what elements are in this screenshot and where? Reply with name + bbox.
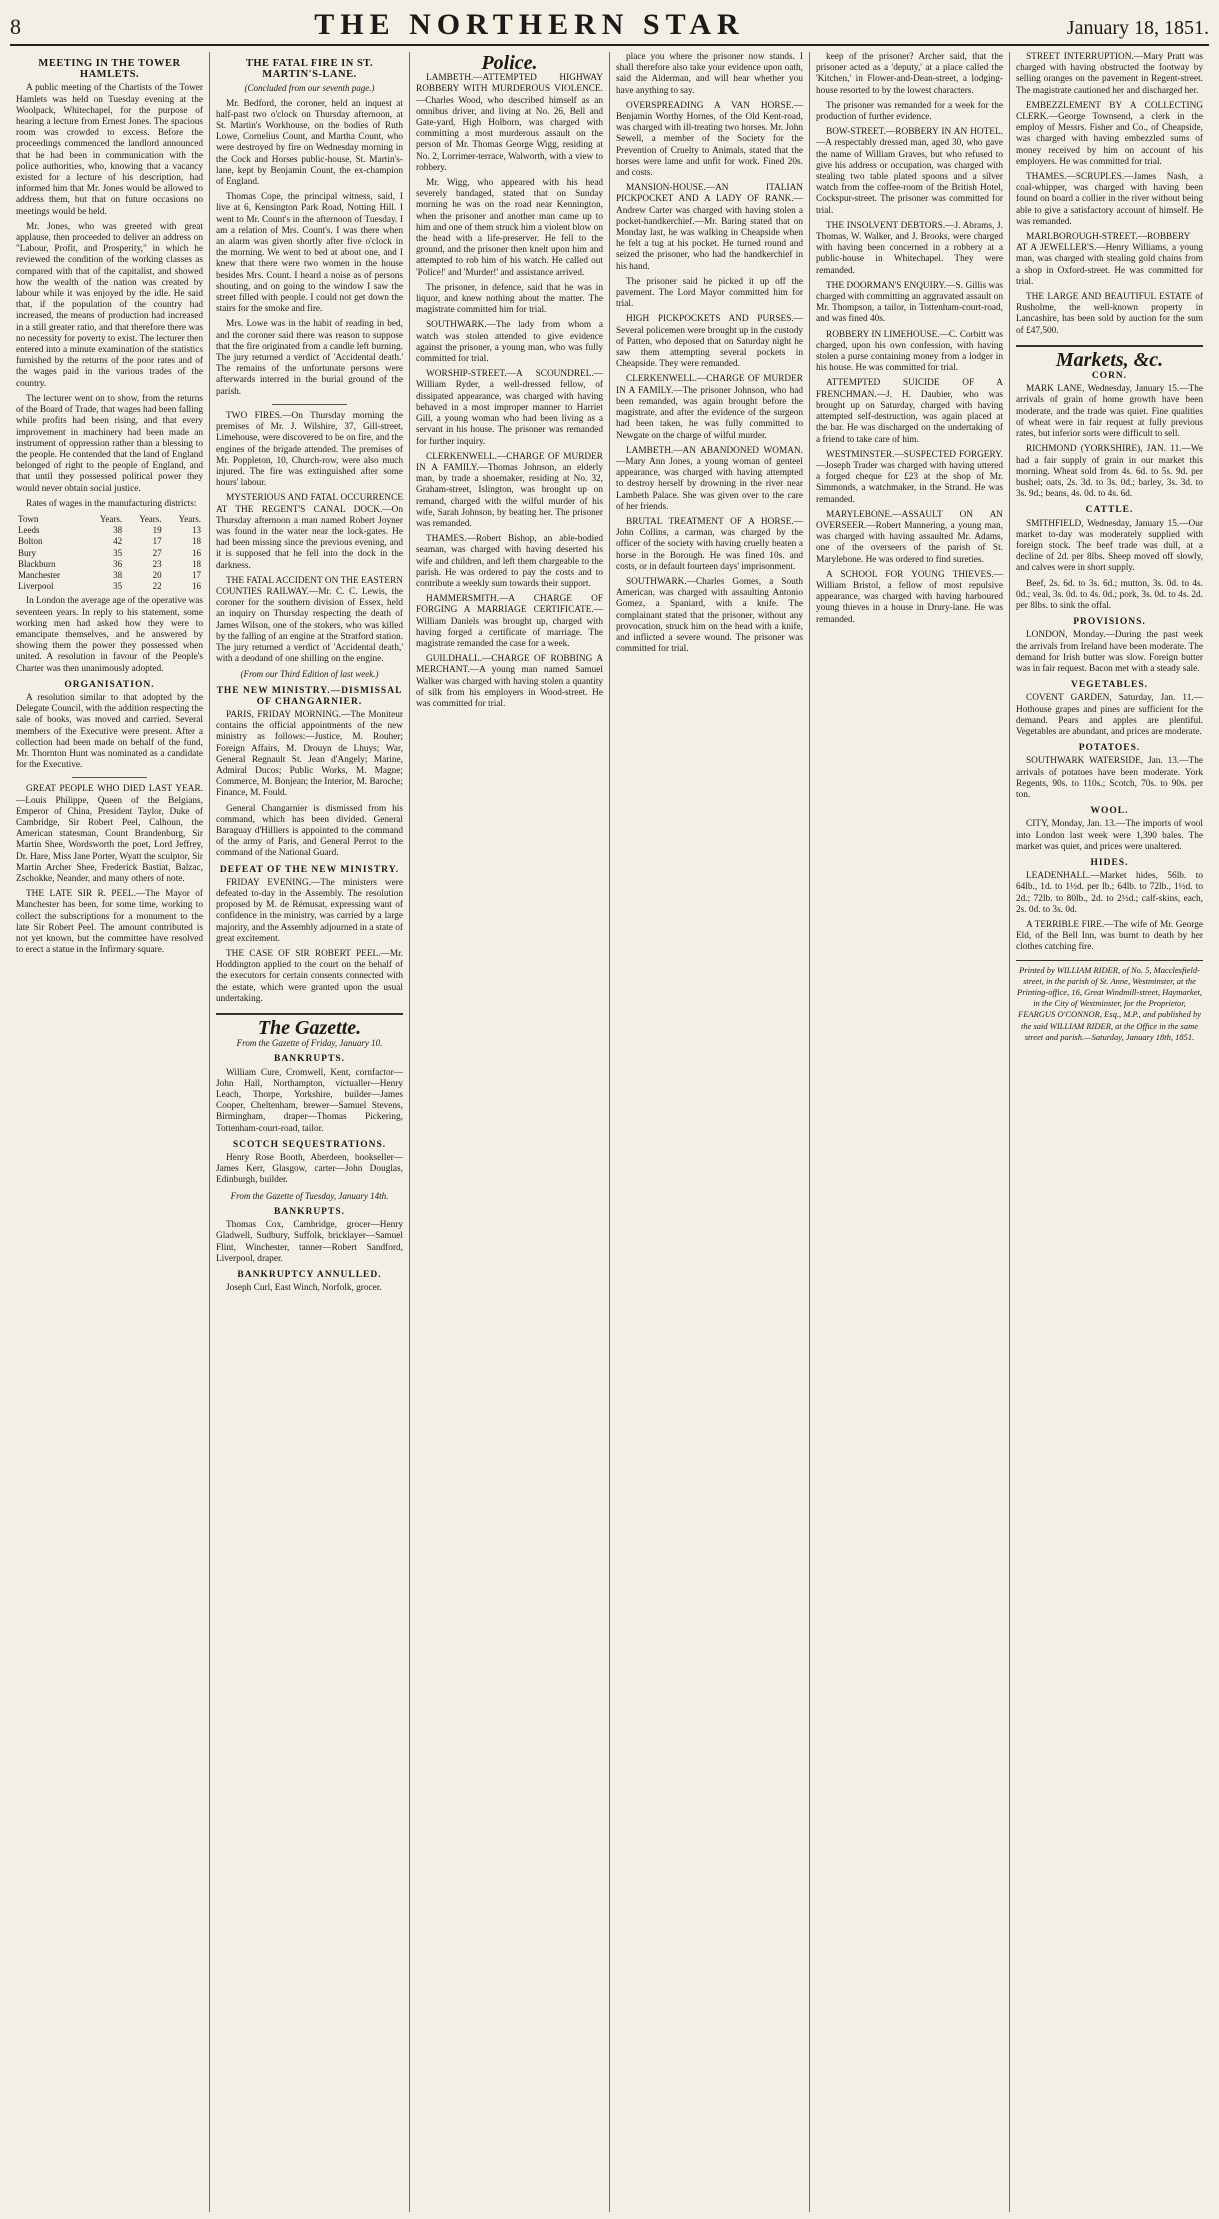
table-cell: 18	[192, 558, 201, 569]
paragraph: THE LATE SIR R. PEEL.—The Mayor of Manchester has been, for some time, working to collect the subscriptions for a monument to the late Sir Robert Peel. The amount contributed is not yet known, but the committee have resolved to erect a statue in the Infirmary square.	[16, 889, 203, 956]
table-row	[16, 536, 203, 547]
table-cell: 36	[113, 558, 123, 569]
table-row	[16, 559, 203, 570]
section-heading: HIDES.	[1090, 858, 1129, 868]
paragraph: CITY, Monday, Jan. 13.—The imports of wool into London last week were 1,390 bales. The market was quiet, and prices were unaltered.	[1016, 819, 1203, 852]
table-cell: 19	[152, 525, 162, 536]
table-cell: 17	[152, 536, 162, 547]
paragraph: Joseph Curl, East Winch, Norfolk, grocer.	[226, 1283, 382, 1294]
section-heading: BANKRUPTCY ANNULLED.	[237, 1269, 382, 1280]
paragraph: ROBBERY IN LIMEHOUSE.—C. Corbitt was charged, upon his own confession, with having stolen a purse containing money from a lodger in his house. He was committed for trial.	[816, 329, 1003, 374]
paragraph: WESTMINSTER.—SUSPECTED FORGERY.—Joseph Trader was charged with having uttered a forged cheque for £23 at the shop of Mr. Simmonds, a watchmaker, in the Strand. He was remanded.	[816, 449, 1003, 505]
paragraph: A SCHOOL FOR YOUNG THIEVES.—William Bristol, a fellow of most repulsive appearance, was charged with having harboured young thieves in a house in Drury-lane. He was remanded.	[816, 569, 1003, 625]
section-heading: POTATOES.	[1078, 743, 1141, 754]
paragraph: MARYLEBONE.—ASSAULT ON AN OVERSEER.—Robert Mannering, a young man, was charged with having assaulted Mr. Adams, one of the overseers of the parish of St. Marylebone. He was ordered to find sureties.	[816, 509, 1003, 565]
page-number: 8	[10, 14, 21, 39]
paragraph: MANSION-HOUSE.—AN ITALIAN PICKPOCKET AND A LADY OF RANK.—Andrew Carter was charged with having stolen a pocket-handkerchief.—Mr. Baring stated that on Monday last, he was walking in Cheapside when he felt a tug at his pocket. He turned round and seized the prisoner, who had the handkerchief in his hand.	[616, 183, 803, 272]
issue-date: January 18, 1851.	[1066, 17, 1209, 39]
paragraph: MARK LANE, Wednesday, January 15.—The arrivals of grain of home growth have been moderate, and the trade was quiet. Fine qualities of wheat were in fair request at fully previous rates, but inferior sorts were difficult to sell.	[1016, 384, 1203, 440]
paragraph: Beef, 2s. 6d. to 3s. 6d.; mutton, 3s. 0d. to 4s. 0d.; veal, 3s. 0d. to 4s. 0d.; pork, 3s. 0d. to 4s. 2d. per 8lbs. to sink the offal.	[1016, 578, 1203, 611]
paragraph: Mr. Bedford, the coroner, held an inquest at half-past two o'clock on Thursday afternoon, at St. Martin's Workhouse, on the bodies of Ruth Lowe, Cornelius Count, and Martha Count, who were destroyed by fire on Wednesday morning in the Cock and Horses public-house, St. Martin's-lane, kept by Benjamin Count, the ex-champion of England.	[216, 98, 403, 188]
table-cell: 38	[113, 525, 123, 536]
paragraph: A resolution similar to that adopted by the Delegate Council, with the addition respecting the sale of books, was moved and carried. Several members of the Executive were present. After a collection had been made on behalf of the fund, Mr. Thornton Hunt was nominated as a candidate for the Executive.	[16, 692, 203, 771]
paragraph: General Changarnier is dismissed from his command, which has been divided. General Baraguay d'Hilliers is appointed to the command of the army of Paris, and General Perrot to the command of the National Guard.	[216, 803, 403, 859]
paragraph: CLERKENWELL.—CHARGE OF MURDER IN A FAMILY.—The prisoner Johnson, who had been remanded, was again brought before the magistrate, and after the evidence of the surgeon had been taken, he was fully committed to Newgate on the charge of wilful murder.	[616, 374, 803, 441]
column-3	[410, 52, 610, 2212]
paragraph: PARIS, FRIDAY MORNING.—The Moniteur contains the official appointments of the new ministry as follows:—Justice, M. Rouher; Foreign Affairs, M. Drouyn de Lhuys; War, General Regnault St. Jean d'Angely; Marine, Admiral Ducos; Public Works, M. Magne; Commerce, M. Bonjean; the Interior, M. Baroche; Finance, M. Fould.	[216, 709, 403, 799]
table-cell: Years.	[139, 513, 162, 524]
table-cell: 22	[152, 581, 162, 592]
table-cell: 17	[192, 569, 201, 580]
section-heading: BANKRUPTS.	[274, 1206, 345, 1217]
paragraph: CLERKENWELL.—CHARGE OF MURDER IN A FAMILY.—Thomas Johnson, an elderly man, by trade a shoemaker, residing at No. 32, Graham-street, Islington, was brought up on remand, charged with the wilful murder of his wife, Sarah Johnson, by beating her. The prisoner was remanded.	[416, 451, 603, 529]
table-caption: Rates of wages in the manufacturing districts:	[26, 498, 197, 509]
subheading: From the Gazette of Tuesday, January 14th.	[230, 1190, 389, 1201]
paragraph: GUILDHALL.—CHARGE OF ROBBING A MERCHANT.—A young man named Samuel Walker was charged with having stolen a quantity of silk from his employers in Wood-street. He was committed for trial.	[416, 654, 603, 709]
paragraph: HAMMERSMITH.—A CHARGE OF FORGING A MARRIAGE CERTIFICATE.—William Daniels was brought up, charged with having forged a certificate of marriage. The magistrate remanded the case for a week.	[416, 594, 603, 649]
paragraph: STREET INTERRUPTION.—Mary Pratt was charged with having obstructed the footway by selling oranges on the pavement in Regent-street. The magistrate cautioned her and discharged her.	[1016, 52, 1203, 96]
section-heading: CORN.	[1091, 371, 1128, 382]
table-cell: 27	[152, 547, 162, 558]
paragraph: COVENT GARDEN, Saturday, Jan. 11.—Hothouse grapes and pines are sufficient for the demand. Pears and apples are plentiful. Vegetables are abundant, and prices are moderate.	[1016, 693, 1203, 737]
paragraph: In London the average age of the operative was seventeen years. In reply to his statement, some working men had asked how they were to emancipate themselves, and he answered by showing them the power they possessed when united. A resolution in favour of the People's Charter was then unanimously adopted.	[16, 596, 203, 674]
headline: MEETING IN THE TOWER HAMLETS.	[38, 58, 181, 81]
table-cell: Leeds	[18, 525, 40, 536]
divider	[72, 777, 147, 778]
paragraph: THE DOORMAN'S ENQUIRY.—S. Gillis was charged with committing an aggravated assault on Mr. Thompson, a tailor, in Tottenham-court-road, and was fined 40s.	[816, 280, 1003, 325]
table-cell: 13	[192, 525, 201, 536]
divider	[272, 404, 347, 405]
paragraph: THE INSOLVENT DEBTORS.—J. Abrams, J. Thomas, W. Walker, and J. Brooks, were charged with having been concerned in a robbery at a public-house in Whitechapel. They were remanded.	[816, 220, 1003, 276]
paragraph: LAMBETH.—AN ABANDONED WOMAN.—Mary Ann Jones, a young woman of genteel appearance, was charged with having attempted to destroy herself by drowning in the river near Lambeth Palace. She was given over to the care of her friends.	[616, 445, 803, 512]
paragraph: LAMBETH.—ATTEMPTED HIGHWAY ROBBERY WITH MURDEROUS VIOLENCE.—Charles Wood, who described himself as an omnibus driver, and living at No. 26, Bell and Gate-yard, High Holborn, was charged with committing a most murderous assault on the person of Mr. Thomas George Wigg, residing at No. 2, Lorrimer-terrace, Walworth, with a view to robbery.	[416, 73, 603, 173]
paragraph: LEADENHALL.—Market hides, 56lb. to 64lb., 1d. to 1½d. per lb.; 64lb. to 72lb., 1½d. to 2d.; 72lb. to 80lb., 2d. to 2½d.; calf-skins, each, 2s. 0d. to 3s. 0d.	[1016, 871, 1203, 915]
section-title: Markets, &c.	[1055, 348, 1164, 371]
paragraph: ATTEMPTED SUICIDE OF A FRENCHMAN.—J. H. Daubier, who was brought up on Saturday, charged with having attempted self-destruction, was again placed at the bar. He was discharged on the undertaking of a friend to take care of him.	[816, 378, 1003, 445]
section-heading: CATTLE.	[1085, 505, 1134, 516]
subheading: From the Gazette of Friday, January 10.	[236, 1038, 383, 1049]
column-2	[210, 52, 410, 2212]
subheading: (From our Third Edition of last week.)	[240, 669, 379, 680]
paragraph: SOUTHWARK.—The lady from whom a watch was stolen attended to give evidence against the prisoner, a young man, who was fully committed for trial.	[416, 320, 603, 365]
column-1	[10, 52, 210, 2212]
table-cell: Blackburn	[18, 558, 56, 569]
paragraph: THE FATAL ACCIDENT ON THE EASTERN COUNTIES RAILWAY.—Mr. C. C. Lewis, the coroner for the southern division of Essex, held an inquiry on Thursday respecting the death of James Wilson, one of the stokers, who was killed by the falling of an engine at the Stratford station. The jury returned a verdict of 'Accidental death,' with a deodand of one shilling on the engine.	[216, 575, 403, 665]
printer-imprint: Printed by WILLIAM RIDER, of No. 5, Macclesfield-street, in the parish of St. Anne, Westminster, at the Printing-office, 16, Great Windmill-street, Haymarket, in the City of Westminster, for the Proprietor, FEARGUS O'CONNOR, Esq., M.P., and published by the said WILLIAM RIDER, at the Office in the same street and parish.—Saturday, January 18th, 1851.	[1016, 960, 1203, 1043]
paragraph: HIGH PICKPOCKETS AND PURSES.—Several policemen were brought up in the custody of Patten, who deposed that on Saturday night he saw them attempting several pockets in Cheapside. They were remanded.	[616, 314, 803, 370]
table-row	[16, 581, 203, 592]
table-cell: 18	[192, 536, 201, 547]
paragraph: THE LARGE AND BEAUTIFUL ESTATE of Rusholme, the well-known property in Lancashire, has been sold by auction for the sum of £47,500.	[1016, 292, 1203, 336]
paragraph: A public meeting of the Chartists of the Tower Hamlets was held on Tuesday evening at the Woolpack, Whitechapel, for the purpose of hearing a lecture from Ernest Jones. The spacious room was crowded to excess. Before the proceedings commenced the landlord announced that he had been in communication with the police authorities, who, knowing that a vacancy existed for a lecture of his description, had informed him that Mr. Jones would be allowed to address them, but that on future occasions no meetings would be held.	[16, 83, 203, 217]
paragraph: The prisoner, in defence, said that he was in liquor, and knew nothing about the matter. The magistrate committed him for trial.	[416, 282, 603, 316]
paragraph: Henry Rose Booth, Aberdeen, bookseller—James Kerr, Glasgow, carter—John Douglas, Edinburgh, builder.	[216, 1153, 403, 1186]
masthead	[10, 8, 1209, 46]
section-heading: VEGETABLES.	[1070, 680, 1149, 691]
paragraph: THE CASE OF SIR ROBERT PEEL.—Mr. Hoddington applied to the court on the behalf of the executors for certain consents connected with the estate, which were granted upon the usual undertaking.	[216, 949, 403, 1004]
section-heading: DEFEAT OF THE NEW MINISTRY.	[219, 864, 400, 875]
paragraph: MYSTERIOUS AND FATAL OCCURRENCE AT THE REGENT'S CANAL DOCK.—On Thursday afternoon a man named Robert Joyner was found in the water near the lock-gates. He had been missing since the previous evening, and it is supposed that he fell into the dock in the darkness.	[216, 493, 403, 571]
paragraph: TWO FIRES.—On Thursday morning the premises of Mr. J. Wilshire, 37, Gill-street, Limehouse, were discovered to be on fire, and the engines of the brigade attended. The premises of Mr. Poppleton, 10, Church-row, were also much injured. The fire was extinguished after some hours' labour.	[216, 410, 403, 489]
paragraph: BRUTAL TREATMENT OF A HORSE.—John Collins, a carman, was charged by the officer of the society with having cruelly beaten a horse in the Borough. He was fined 10s. and costs, or in default fourteen days' imprisonment.	[616, 516, 803, 572]
table-cell: 42	[113, 536, 123, 547]
section-heading: SCOTCH SEQUESTRATIONS.	[232, 1139, 387, 1150]
paragraph: THAMES.—Robert Bishop, an able-bodied seaman, was charged with having deserted his wife and children, and left them chargeable to the parish. He was ordered to pay the costs and to contribute a weekly sum towards their support.	[416, 534, 603, 589]
table-cell: Town	[18, 513, 39, 524]
subheading: (Concluded from our seventh page.)	[244, 83, 375, 94]
table-cell: 35	[113, 581, 123, 592]
table-cell: Years.	[178, 513, 201, 524]
column-4	[610, 52, 810, 2212]
section-title: Police.	[481, 52, 538, 74]
paragraph: A TERRIBLE FIRE.—The wife of Mr. George Eld, of the Bell Inn, was burnt to death by her clothes catching fire.	[1016, 920, 1203, 953]
paragraph: LONDON, Monday.—During the past week the arrivals from Ireland have been moderate. The demand for Irish butter was slow. Foreign butter was in fair request. Bacon met with a steady sale.	[1016, 630, 1203, 674]
paragraph: Thomas Cox, Cambridge, grocer—Henry Gladwell, Sudbury, Suffolk, bricklayer—Samuel Flint, Winchester, tanner—Robert Sandford, Liverpool, draper.	[216, 1220, 403, 1264]
divider	[216, 1013, 403, 1015]
columns	[10, 52, 1209, 2212]
paragraph: THAMES.—SCRUPLES.—James Nash, a coal-whipper, was charged with having been found on board a collier in the river without being able to give a satisfactory account of himself. He was remanded.	[1016, 172, 1203, 227]
table-cell: Bury	[18, 547, 36, 558]
paragraph: place you where the prisoner now stands. I shall therefore also take your evidence upon oath, said the Alderman, and will hear whether you have anything to say.	[616, 52, 803, 96]
column-6	[1010, 52, 1209, 2212]
table-cell: 16	[192, 547, 201, 558]
column-5	[810, 52, 1010, 2212]
table-cell: Years.	[99, 513, 123, 524]
section-title: The Gazette.	[257, 1017, 362, 1040]
paragraph: OVERSPREADING A VAN HORSE.—Benjamin Worthy Hornes, of the Old Kent-road, was charged with ill-treating two horses. Mr. John Sewell, a member of the Society for the Prevention of Cruelty to Animals, stated that the horses were lame and unfit for work. Fined 20s. and costs.	[616, 100, 803, 179]
divider	[1016, 345, 1203, 347]
paragraph: William Cure, Cromwell, Kent, cornfactor—John Hall, Northampton, victualler—Henry Leach, Thorpe, Yorkshire, builder—James Cooper, Cheltenham, brewer—Samuel Stevens, Birmingham, draper—Thomas Pickering, Tottenham-court-road, tailor.	[216, 1067, 403, 1134]
paragraph: The prisoner was remanded for a week for the production of further evidence.	[816, 100, 1003, 123]
headline: THE FATAL FIRE IN ST. MARTIN'S-LANE.	[245, 58, 374, 81]
paragraph: Mrs. Lowe was in the habit of reading in bed, and the coroner said there was reason to suppose that the fire originated from a candle left burning. The jury returned a verdict of 'Accidental death.' The remains of the unfortunate persons were afterwards interred in the burial ground of the parish.	[216, 319, 403, 397]
table-cell: Manchester	[18, 569, 60, 580]
paragraph: RICHMOND (YORKSHIRE), JAN. 11.—We had a fair supply of grain in our market this morning. Wheat sold from 4s. 6d. to 5s. 9d. per bushel; oats, 2s. 3d. to 3s. 0d.; barley, 3s. 3d. to 3s. 9d.; beans, 4s. 0d. to 4s. 6d.	[1016, 444, 1203, 500]
paragraph: The prisoner said he picked it up off the pavement. The Lord Mayor committed him for trial.	[616, 276, 803, 310]
paragraph: FRIDAY EVENING.—The ministers were defeated to-day in the Assembly. The resolution proposed by M. de Rémusat, expressing want of confidence in the ministry, was carried by a large majority, and the Assembly adjourned in a state of great excitement.	[216, 877, 403, 944]
paragraph: SOUTHWARK.—Charles Gomes, a South American, was charged with assaulting Antonio Gomez, a Spaniard, with a knife. The complainant stated that the prisoner, without any provocation, struck him on the head with a knife, and inflicted a severe wound. The prisoner was committed for trial.	[616, 576, 803, 655]
table-cell: 23	[152, 558, 162, 569]
table-cell: Liverpool	[18, 581, 54, 592]
section-heading: ORGANISATION.	[64, 679, 155, 690]
newspaper-title: THE NORTHERN STAR	[314, 8, 745, 41]
table-cell: 16	[192, 581, 201, 592]
table-row	[16, 570, 203, 581]
section-heading: BANKRUPTS.	[274, 1054, 345, 1065]
paragraph: The lecturer went on to show, from the returns of the Board of Trade, that wages had been falling while profits had been rising, and that every improvement in machinery had been made an instrument of oppression rather than a blessing to the people. He contended that the land of England belonged of right to the people of England, and that until they possessed political power they would never obtain social justice.	[16, 393, 203, 494]
paragraph: BOW-STREET.—ROBBERY IN AN HOTEL.—A respectably dressed man, aged 30, who gave the name of William Graves, but who refused to give his address or occupation, was charged with stealing two table plated spoons and a silver watch from the coffee-room of the British Hotel, Cockspur-street. The prisoner was committed for trial.	[816, 127, 1003, 216]
paragraph: EMBEZZLEMENT BY A COLLECTING CLERK.—George Townsend, a clerk in the employ of Messrs. Fisher and Co., of Cheapside, was charged with having embezzled sums of money received by him on account of his employers. He was committed for trial.	[1016, 100, 1203, 167]
wages-table	[16, 514, 203, 592]
section-heading: THE NEW MINISTRY.—DISMISSAL OF CHANGARNIER.	[216, 685, 403, 707]
table-row	[16, 525, 203, 536]
paragraph: MARLBOROUGH-STREET.—ROBBERY AT A JEWELLER'S.—Henry Williams, a young man, was charged with stealing gold chains from a shop in Oxford-street. He was committed for trial.	[1016, 232, 1203, 287]
table-cell: 35	[113, 547, 123, 558]
paragraph: GREAT PEOPLE WHO DIED LAST YEAR.—Louis Philippe, Queen of the Belgians, Emperor of China, President Taylor, Duke of Cambridge, Sir Robert Peel, Calhoun, the American statesman, Count Brandenburg, Sir Martin Shee, Wordsworth the poet, Lord Jeffrey, Dr. Hare, Miss Jane Porter, Wyatt the sculptor, Sir Martin Archer Shee, Frederick Bastiat, Balzac, Zschokke, Neander, and many others of note.	[16, 784, 203, 885]
paragraph: Mr. Jones, who was greeted with great applause, then proceeded to deliver an address on "Labour, Profit, and Prosperity," in which he reviewed the condition of the working classes as compared with that of the capitalist, and showed how the wealth of the nation was created by labour while it was enjoyed by the idle. He said that, if the population of the country had increased, the means of production had increased in a still greater ratio, and that therefore there was no necessity for poverty to exist. The lecturer then entered into a minute examination of the statistics furnished by the returns of the poor rates and of the wages paid in the various trades of the country.	[16, 221, 203, 389]
paragraph: SMITHFIELD, Wednesday, January 15.—Our market to-day was moderately supplied with foreign stock. The beef trade was dull, at a decline of 2d. per 8lbs. Sheep moved off slowly, and calves were in short supply.	[1016, 518, 1203, 574]
table-cell: Bolton	[18, 536, 43, 547]
table-cell: 38	[113, 569, 123, 580]
section-heading: WOOL.	[1090, 806, 1129, 817]
table-header-row	[16, 514, 203, 525]
paragraph: WORSHIP-STREET.—A SCOUNDREL.—William Ryder, a well-dressed fellow, of dissipated appearance, was charged with having behaved in a most improper manner to Harriet Gill, a young woman who had been living as a servant in his house. The prisoner was remanded for further inquiry.	[416, 369, 603, 447]
paragraph: Thomas Cope, the principal witness, said, I live at 6, Kensington Park Road, Notting Hill. I went to Mr. Count's in the afternoon of Tuesday. I am a relation of Mrs. Count's. I was there when an alarm was given shortly after five o'clock in the morning. We went to bed at about one, and I knew that there were two women in the house besides Mrs. Count. I heard a noise as of persons shouting, and on going to the window I saw the street filled with people. I could not get down the stairs for the smoke and fire.	[216, 192, 403, 315]
paragraph: SOUTHWARK WATERSIDE, Jan. 13.—The arrivals of potatoes have been moderate. York Regents, 90s. to 110s.; Scotch, 70s. to 90s. per ton.	[1016, 756, 1203, 800]
table-row	[16, 548, 203, 559]
paragraph: Mr. Wigg, who appeared with his head severely bandaged, stated that on Sunday morning he was on the road near Kennington, when the prisoner and another man came up to him and one of them struck him a violent blow on the head with a life-preserver. He fell to the ground, and the prisoner then knelt upon him and attempted to rob him of his watch. He called out 'Police!' and 'Murder!' and assistance arrived.	[416, 178, 603, 278]
section-heading: PROVISIONS.	[1073, 617, 1146, 628]
table-cell: 20	[152, 569, 162, 580]
paragraph: keep of the prisoner? Archer said, that the prisoner acted as a 'deputy,' at a place called the 'Kitchen,' in Flower-and-Dean-street, a lodging-house resorted to by the lowest characters.	[816, 52, 1003, 96]
